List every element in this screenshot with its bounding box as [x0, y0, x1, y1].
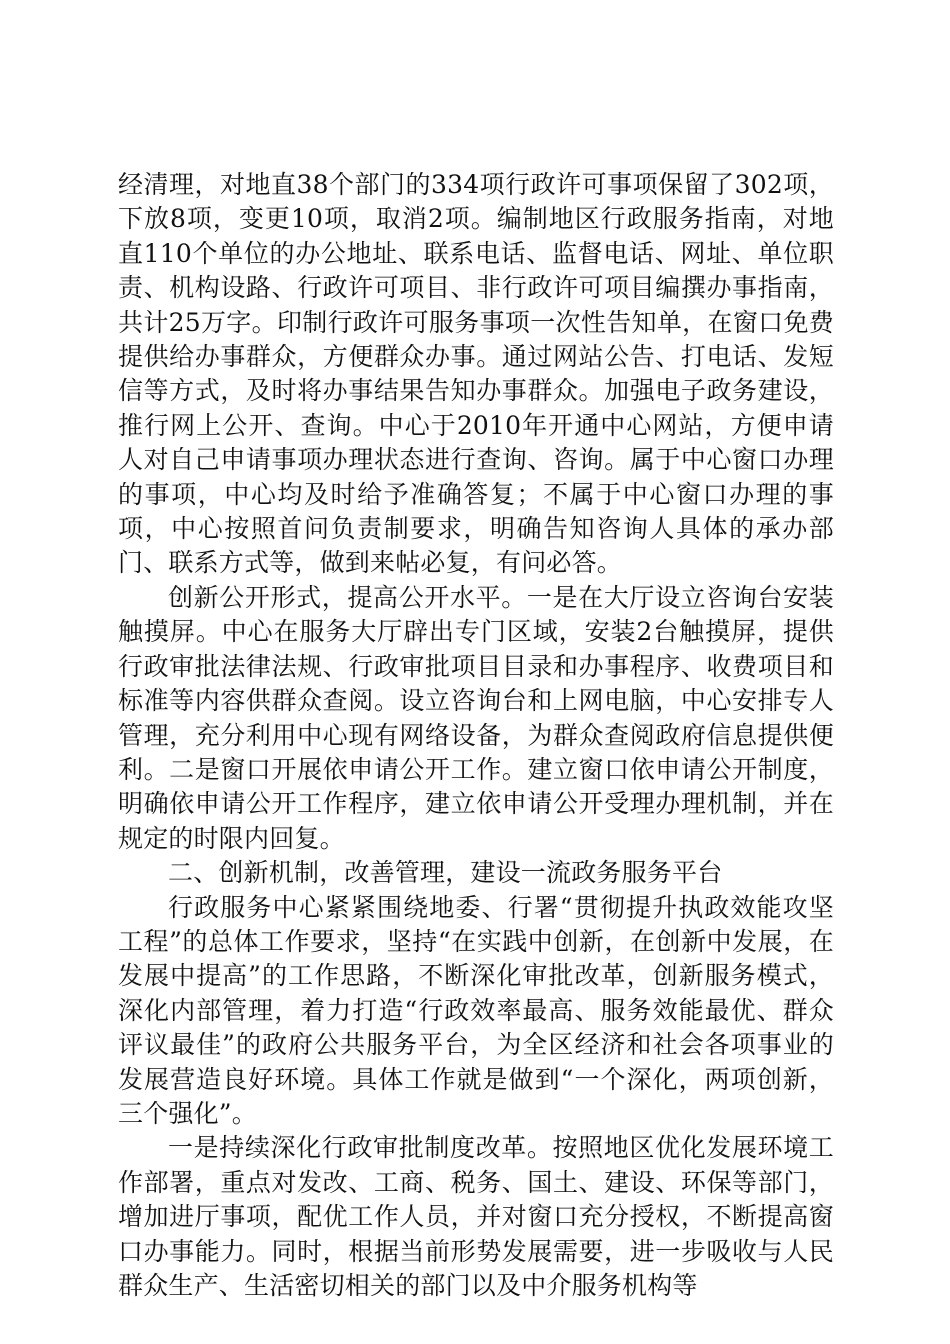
paragraph-approval-items: 经清理，对地直38个部门的334项行政许可事项保留了302项，下放8项，变更10项，取消2项。编制地区行政服务指南，对地直110个单位的办公地址、联系电话、监督电话、网址、单位职责、机构设路、行政许可项目、非行政许可项目编撰办事指南，共计25万字。印制行政许可服务事项一次性告知单，在窗口免费提供给办事群众，方便群众办事。通过网站公告、打电话、发短信等方式，及时将办事结果告知办事群众。加强电子政务建设，推行网上公开、查询。中心于2010年开通中心网站，方便申请人对自己申请事项办理状态进行查询、咨询。属于中心窗口办理的事项，中心均及时给予准确答复；不属于中心窗口办理的事项，中心按照首问负责制要求，明确告知咨询人具体的承办部门、联系方式等，做到来帖必复，有问必答。	[118, 170, 834, 578]
section-heading-two: 二、创新机制，改善管理，建设一流政务服务平台	[168, 858, 723, 888]
paragraph-reform-deepening: 一是持续深化行政审批制度改革。按照地区优化发展环境工作部署，重点对发改、工商、税务、国土、建设、环保等部门，增加进厅事项，配优工作人员，并对窗口充分授权，不断提高窗口办事能力。同时，根据当前形势发展需要，进一步吸收与人民群众生产、生活密切相关的部门以及中介服务机构等	[118, 1133, 834, 1300]
document-page	[118, 168, 834, 1303]
paragraph-disclosure-forms: 创新公开形式，提高公开水平。一是在大厅设立咨询台安装触摸屏。中心在服务大厅辟出专门区域，安装2台触摸屏，提供行政审批法律法规、行政审批项目目录和办事程序、收费项目和标准等内容供群众查阅。设立咨询台和上网电脑，中心安排专人管理，充分利用中心现有网络设备，为群众查阅政府信息提供便利。二是窗口开展依申请公开工作。建立窗口依申请公开制度，明确依申请公开工作程序，建立依申请公开受理办理机制，并在规定的时限内回复。	[118, 582, 834, 853]
paragraph-service-center: 行政服务中心紧紧围绕地委、行署“贯彻提升执政效能攻坚工程”的总体工作要求，坚持“在实践中创新，在创新中发展，在发展中提高”的工作思路，不断深化审批改革，创新服务模式，深化内部管理，着力打造“行政效率最高、服务效能最优、群众评议最佳”的政府公共服务平台，为全区经济和社会各项事业的发展营造良好环境。具体工作就是做到“一个深化，两项创新，三个强化”。	[118, 892, 834, 1128]
